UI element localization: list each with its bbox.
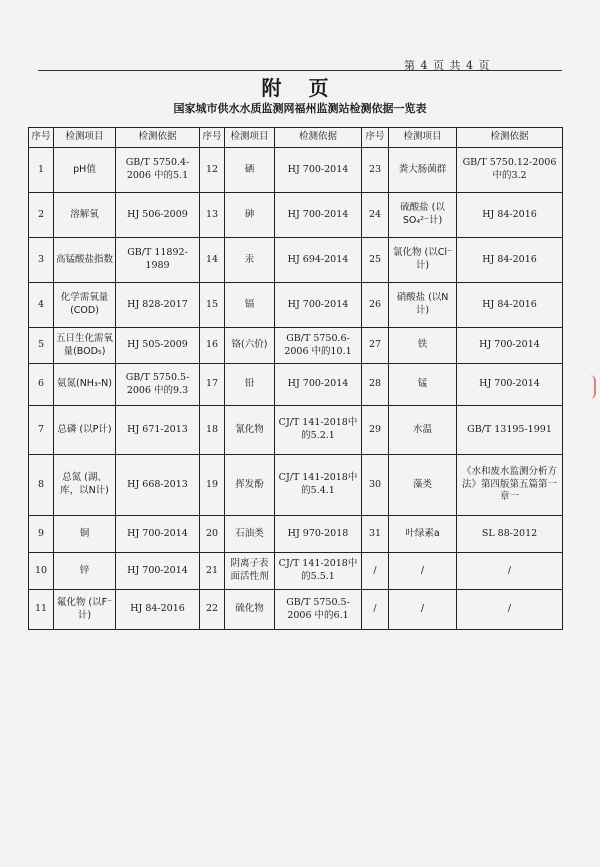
row-number-cell: 14 xyxy=(200,238,225,283)
test-basis-cell: SL 88-2012 xyxy=(457,516,563,553)
row-number-cell: 15 xyxy=(200,283,225,328)
test-basis-cell: CJ/T 141-2018中的5.2.1 xyxy=(275,406,362,455)
test-item-cell: 硝酸盐 (以N计) xyxy=(389,283,457,328)
test-basis-cell: CJ/T 141-2018中的5.4.1 xyxy=(275,455,362,516)
table-row xyxy=(29,406,563,455)
test-basis-cell: 《水和废水监测分析方法》第四版第五篇第一章一 xyxy=(457,455,563,516)
test-basis-cell: HJ 700-2014 xyxy=(116,553,200,590)
table-row xyxy=(29,193,563,238)
test-basis-cell: HJ 700-2014 xyxy=(275,364,362,406)
test-item-cell: / xyxy=(389,590,457,630)
row-number-cell: 16 xyxy=(200,328,225,364)
test-item-cell: 铅 xyxy=(225,364,275,406)
row-number-cell: 21 xyxy=(200,553,225,590)
test-item-cell: 高锰酸盐指数 xyxy=(54,238,116,283)
table-row xyxy=(29,590,563,630)
table-row xyxy=(29,148,563,193)
row-number-cell: 13 xyxy=(200,193,225,238)
row-number-cell: 29 xyxy=(362,406,389,455)
test-item-cell: / xyxy=(389,553,457,590)
table-row xyxy=(29,283,563,328)
table-row xyxy=(29,516,563,553)
test-item-cell: 溶解氧 xyxy=(54,193,116,238)
test-basis-cell: GB/T 5750.4-2006 中的5.1 xyxy=(116,148,200,193)
test-basis-cell: HJ 84-2016 xyxy=(116,590,200,630)
table-row xyxy=(29,238,563,283)
row-number-cell: 9 xyxy=(29,516,54,553)
row-number-cell: 2 xyxy=(29,193,54,238)
test-basis-cell: HJ 700-2014 xyxy=(275,283,362,328)
row-number-cell: 17 xyxy=(200,364,225,406)
test-item-cell: 挥发酚 xyxy=(225,455,275,516)
test-item-cell: 石油类 xyxy=(225,516,275,553)
test-basis-cell: GB/T 5750.5-2006 中的9.3 xyxy=(116,364,200,406)
column-header: 检测依据 xyxy=(457,128,563,148)
test-basis-cell: GB/T 5750.12-2006 中的3.2 xyxy=(457,148,563,193)
row-number-cell: / xyxy=(362,553,389,590)
margin-stamp-mark xyxy=(590,375,596,399)
row-number-cell: 24 xyxy=(362,193,389,238)
row-number-cell: 20 xyxy=(200,516,225,553)
test-basis-cell: HJ 700-2014 xyxy=(116,516,200,553)
test-item-cell: 水温 xyxy=(389,406,457,455)
test-item-cell: 阴离子表面活性剂 xyxy=(225,553,275,590)
row-number-cell: 1 xyxy=(29,148,54,193)
row-number-cell: 18 xyxy=(200,406,225,455)
row-number-cell: 12 xyxy=(200,148,225,193)
test-basis-cell: GB/T 5750.5-2006 中的6.1 xyxy=(275,590,362,630)
test-basis-cell: HJ 828-2017 xyxy=(116,283,200,328)
test-basis-cell: HJ 668-2013 xyxy=(116,455,200,516)
test-basis-cell: HJ 700-2014 xyxy=(457,364,563,406)
row-number-cell: 7 xyxy=(29,406,54,455)
row-number-cell: 28 xyxy=(362,364,389,406)
test-item-cell: 砷 xyxy=(225,193,275,238)
test-item-cell: pH值 xyxy=(54,148,116,193)
test-item-cell: 叶绿素a xyxy=(389,516,457,553)
test-item-cell: 硫酸盐 (以SO₄²⁻计) xyxy=(389,193,457,238)
column-header: 检测项目 xyxy=(389,128,457,148)
test-item-cell: 锰 xyxy=(389,364,457,406)
test-basis-cell: HJ 700-2014 xyxy=(457,328,563,364)
column-header: 检测项目 xyxy=(225,128,275,148)
page-number: 第 4 页 共 4 页 xyxy=(404,59,491,72)
test-basis-cell: HJ 505-2009 xyxy=(116,328,200,364)
row-number-cell: 3 xyxy=(29,238,54,283)
table-row xyxy=(29,328,563,364)
test-item-cell: 氰化物 xyxy=(225,406,275,455)
row-number-cell: 19 xyxy=(200,455,225,516)
test-item-cell: 氨氮(NH₃-N) xyxy=(54,364,116,406)
test-basis-cell: HJ 700-2014 xyxy=(275,193,362,238)
test-basis-cell: HJ 84-2016 xyxy=(457,193,563,238)
table-header-row xyxy=(29,128,563,148)
row-number-cell: 22 xyxy=(200,590,225,630)
row-number-cell: 25 xyxy=(362,238,389,283)
table-row xyxy=(29,553,563,590)
test-item-cell: 五日生化需氧量(BOD₅) xyxy=(54,328,116,364)
test-basis-cell: HJ 970-2018 xyxy=(275,516,362,553)
test-basis-cell: HJ 671-2013 xyxy=(116,406,200,455)
test-basis-cell: HJ 694-2014 xyxy=(275,238,362,283)
row-number-cell: 31 xyxy=(362,516,389,553)
row-number-cell: 23 xyxy=(362,148,389,193)
page-title: 附 页 xyxy=(261,76,339,100)
table-row xyxy=(29,455,563,516)
table-title: 国家城市供水水质监测网福州监测站检测依据一览表 xyxy=(173,102,427,115)
test-item-cell: 粪大肠菌群 xyxy=(389,148,457,193)
row-number-cell: 27 xyxy=(362,328,389,364)
column-header: 检测项目 xyxy=(54,128,116,148)
test-item-cell: 铜 xyxy=(54,516,116,553)
row-number-cell: 5 xyxy=(29,328,54,364)
test-item-cell: 锌 xyxy=(54,553,116,590)
test-item-cell: 总磷 (以P计) xyxy=(54,406,116,455)
test-item-cell: 铬(六价) xyxy=(225,328,275,364)
test-item-cell: 镉 xyxy=(225,283,275,328)
test-item-cell: 化学需氧量 (COD) xyxy=(54,283,116,328)
test-item-cell: 总氮 (湖、库，以N计) xyxy=(54,455,116,516)
row-number-cell: 4 xyxy=(29,283,54,328)
test-basis-cell: GB/T 13195-1991 xyxy=(457,406,563,455)
test-item-cell: 藻类 xyxy=(389,455,457,516)
test-basis-cell: HJ 84-2016 xyxy=(457,283,563,328)
test-basis-cell: HJ 506-2009 xyxy=(116,193,200,238)
column-header: 检测依据 xyxy=(275,128,362,148)
test-basis-cell: / xyxy=(457,553,563,590)
column-header: 序号 xyxy=(200,128,225,148)
table-row xyxy=(29,364,563,406)
test-basis-cell: CJ/T 141-2018中的5.5.1 xyxy=(275,553,362,590)
test-item-cell: 汞 xyxy=(225,238,275,283)
row-number-cell: 30 xyxy=(362,455,389,516)
test-basis-cell: HJ 84-2016 xyxy=(457,238,563,283)
test-basis-table xyxy=(28,127,563,630)
column-header: 检测依据 xyxy=(116,128,200,148)
row-number-cell: 6 xyxy=(29,364,54,406)
test-item-cell: 氟化物 (以F⁻计) xyxy=(54,590,116,630)
test-item-cell: 硫化物 xyxy=(225,590,275,630)
test-basis-cell: / xyxy=(457,590,563,630)
row-number-cell: 8 xyxy=(29,455,54,516)
test-basis-cell: HJ 700-2014 xyxy=(275,148,362,193)
test-item-cell: 氯化物 (以Cl⁻计) xyxy=(389,238,457,283)
test-item-cell: 硒 xyxy=(225,148,275,193)
test-basis-cell: GB/T 11892-1989 xyxy=(116,238,200,283)
test-item-cell: 铁 xyxy=(389,328,457,364)
test-basis-cell: GB/T 5750.6-2006 中的10.1 xyxy=(275,328,362,364)
row-number-cell: 10 xyxy=(29,553,54,590)
column-header: 序号 xyxy=(29,128,54,148)
row-number-cell: 26 xyxy=(362,283,389,328)
header-rule xyxy=(38,70,562,71)
row-number-cell: 11 xyxy=(29,590,54,630)
column-header: 序号 xyxy=(362,128,389,148)
row-number-cell: / xyxy=(362,590,389,630)
